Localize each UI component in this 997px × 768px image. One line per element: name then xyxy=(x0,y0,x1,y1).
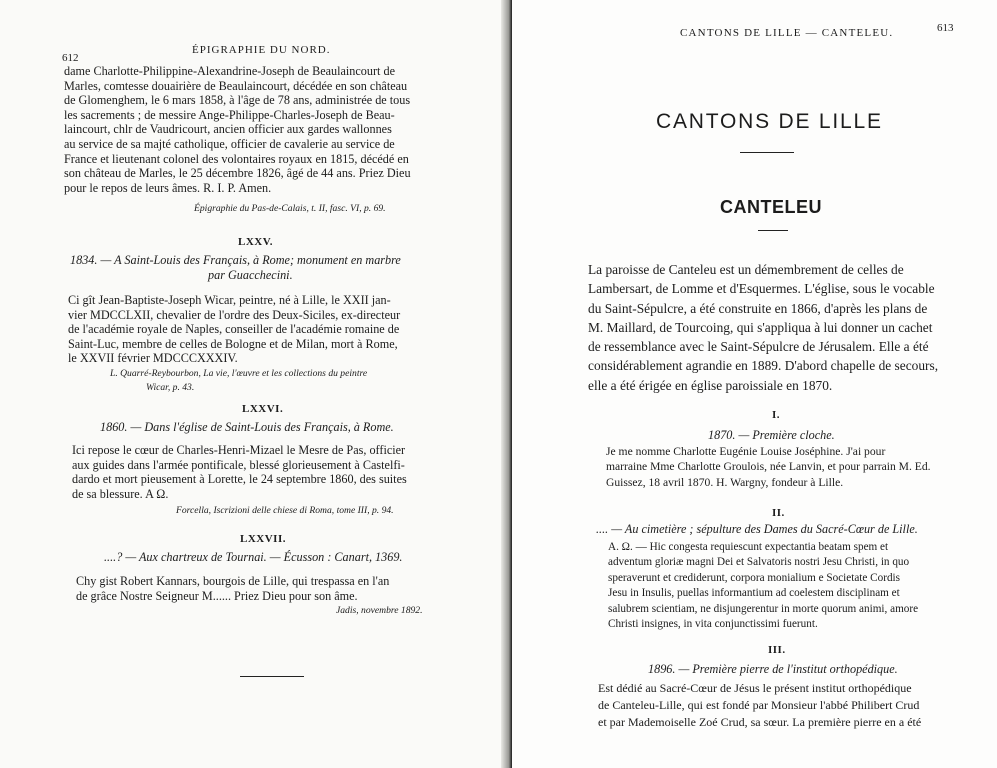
entry-title: 1834. — A Saint-Louis des Français, à Rome; monument en marbre xyxy=(70,253,401,267)
text-line: de ressemblance avec le Saint-Sépulcre de Jérusalem. Elle a été xyxy=(588,339,929,355)
text-line: A. Ω. — Hic congesta requiescunt expectantia beatam spem et xyxy=(608,541,889,553)
entry-title-cont: par Guacchecini. xyxy=(208,268,293,282)
section-title: CANTONS DE LILLE xyxy=(656,110,883,133)
text-line: de Canteleu-Lille, qui est fondé par Monsieur l'abbé Philibert Crud xyxy=(598,698,920,712)
text-line: Chy gist Robert Kannars, bourgois de Lille, qui trespassa en l'an xyxy=(76,574,390,588)
entry-number: LXXVII. xyxy=(240,533,286,545)
text-line: vier MDCCLXII, chevalier de l'ordre des Deux-Siciles, ex-directeur xyxy=(68,307,401,322)
epitaph-text xyxy=(68,293,450,366)
text-line: Jesu in Insulis, puellas informantium ad coelestem disciplinam et xyxy=(608,587,900,600)
text-line: Marles, comtesse douairière de Beaulaincourt, décédée en son château xyxy=(64,78,408,93)
subsection-title: CANTELEU xyxy=(720,197,822,217)
citation: Jadis, novembre 1892. xyxy=(336,605,423,616)
text-line: France et lieutenant colonel des volontaires royaux en 1815, décédé en xyxy=(64,151,409,166)
entry-title: ....? — Aux chartreux de Tournai. — Écusson : Canart, 1369. xyxy=(104,550,403,564)
text-line: Je me nomme Charlotte Eugénie Louise Joséphine. J'ai pour xyxy=(606,445,886,458)
citation: Forcella, Iscrizioni delle chiese di Roma, tome III, p. 94. xyxy=(176,505,394,516)
entry-number: LXXVI. xyxy=(242,403,284,415)
text-line: Ci gît Jean-Baptiste-Joseph Wicar, peintre, né à Lille, le XXII jan- xyxy=(68,293,391,307)
running-head-right: CANTONS DE LILLE — CANTELEU. xyxy=(680,27,894,39)
text-line: considérablement agrandie en 1889. D'abord chapelle de secours, xyxy=(588,358,939,374)
text-line: Est dédié au Sacré-Cœur de Jésus le présent institut orthopédique xyxy=(598,681,912,695)
entry-title: 1860. — Dans l'église de Saint-Louis des Français, à Rome. xyxy=(100,420,394,434)
text-line: salubrem scientiam, ne disjungerentur in morte quorum animi, amore xyxy=(608,602,919,615)
inscription-text xyxy=(606,444,931,490)
text-line: adventum gloriæ magni Dei et Salvatoris nostri Jesu Christi, in quo xyxy=(608,556,910,569)
text-line: de sa blessure. A Ω. xyxy=(72,486,169,501)
entry-number: LXXV. xyxy=(238,236,274,248)
entry-title: 1896. — Première pierre de l'institut orthopédique. xyxy=(648,662,898,676)
right-page xyxy=(512,0,997,768)
end-rule xyxy=(240,676,304,677)
entry-number: I. xyxy=(772,409,781,421)
text-line: Lambersart, de Lomme et d'Esquermes. L'église, sous le vocable xyxy=(588,281,935,297)
running-head-left: ÉPIGRAPHIE DU NORD. xyxy=(192,44,331,56)
title-rule xyxy=(740,152,794,153)
entry-title: .... — Au cimetière ; sépulture des Dames du Sacré-Cœur de Lille. xyxy=(596,522,918,536)
text-line: le XXVII février MDCCCXXXIV. xyxy=(68,351,238,366)
intro-paragraph-left xyxy=(64,64,446,195)
text-line: M. Maillard, de Tourcoing, qui s'appliqua à lui donner un cachet xyxy=(588,319,933,335)
text-line: de Glomenghem, le 6 mars 1858, à l'âge de 78 ans, administrée de tous xyxy=(64,93,411,108)
text-line: aux guides dans l'armée pontificale, blessé glorieusement à Castelfi- xyxy=(72,457,405,472)
entry-number: III. xyxy=(768,644,786,656)
text-line: marraine Mme Charlotte Groulois, née Lanvin, et pour parrain M. Ed. xyxy=(606,460,931,474)
text-line: dardo et mort pieusement à Lorette, le 24 septembre 1860, des suites xyxy=(72,472,407,487)
intro-paragraph-right xyxy=(588,260,938,395)
text-line: laincourt, chlr de Vaudricourt, ancien officier aux gardes wallonnes xyxy=(64,122,392,137)
inscription-text xyxy=(598,680,921,731)
text-line: elle a été érigée en église paroissiale en 1870. xyxy=(588,377,833,393)
text-line: La paroisse de Canteleu est un démembrement de celles de xyxy=(588,262,904,277)
text-line: dame Charlotte-Philippine-Alexandrine-Joseph de Beaulaincourt de xyxy=(64,64,395,78)
text-line: son château de Marles, le 25 décembre 1826, âgé de 44 ans. Priez Dieu xyxy=(64,166,411,181)
entry-number: II. xyxy=(772,507,785,519)
text-line: de grâce Nostre Seigneur M...... Priez Dieu pour son âme. xyxy=(76,588,358,603)
entry-title: 1870. — Première cloche. xyxy=(708,428,835,442)
citation: L. Quarré-Reybourbon, La vie, l'œuvre et les collections du peintre xyxy=(110,368,368,379)
page-number-right: 613 xyxy=(937,22,954,34)
epitaph-text xyxy=(76,574,458,603)
text-line: du Saint-Sépulcre, a été construite en 1866, d'après les plans de xyxy=(588,300,928,316)
citation: Épigraphie du Pas-de-Calais, t. II, fasc. VI, p. 69. xyxy=(194,203,386,214)
text-line: de l'académie royale de Naples, conseiller de l'académie romaine de xyxy=(68,322,400,337)
page-number-left: 612 xyxy=(62,52,79,64)
text-line: les sacrements ; de messire Ange-Philippe-Charles-Joseph de Beau- xyxy=(64,107,395,122)
text-line: pour le repos de leurs âmes. R. I. P. Amen. xyxy=(64,180,272,195)
subtitle-rule xyxy=(758,230,788,231)
text-line: speraverunt et crediderunt, corpora monialium e Societate Cordis xyxy=(608,571,901,584)
citation-cont: Wicar, p. 43. xyxy=(146,382,195,393)
text-line: Guissez, 18 avril 1870. H. Wargny, fondeur à Lille. xyxy=(606,475,844,489)
text-line: Ici repose le cœur de Charles-Henri-Mizael le Mesre de Pas, officier xyxy=(72,443,406,457)
epitaph-text xyxy=(72,443,454,501)
inscription-text xyxy=(608,540,918,632)
text-line: au service de sa majté catholique, officier de cavalerie au service de xyxy=(64,136,395,151)
text-line: Christi insignes, in vita conjunctissimi fuerunt. xyxy=(608,618,818,631)
text-line: Saint-Luc, membre de celles de Bologne et de Milan, mort à Rome, xyxy=(68,336,398,351)
text-line: et par Mademoiselle Zoé Crud, sa sœur. La première pierre en a été xyxy=(598,715,922,729)
